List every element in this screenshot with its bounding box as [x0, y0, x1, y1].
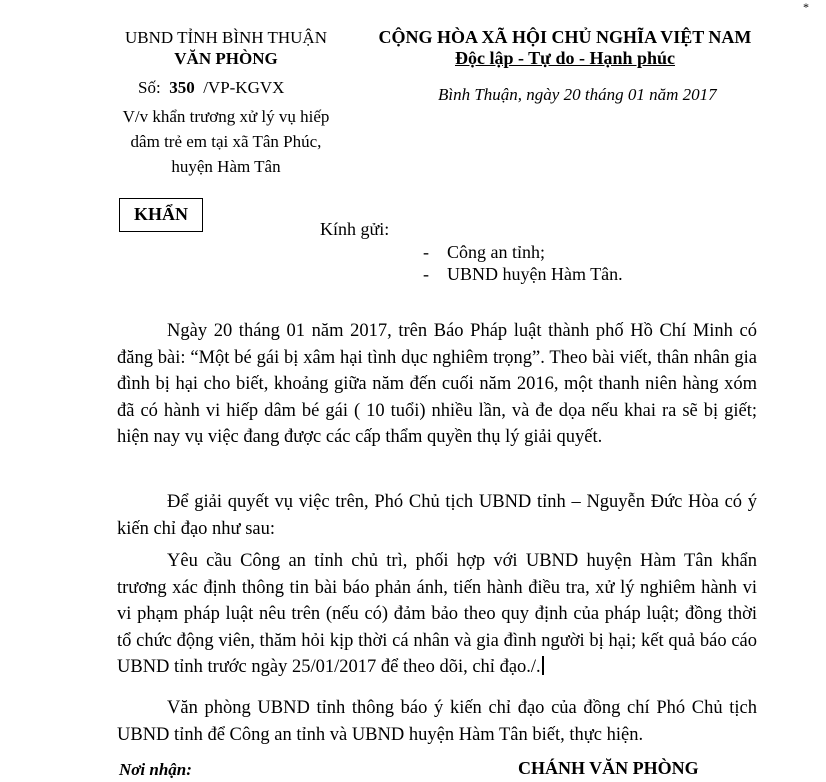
recipient-item: - UBND huyện Hàm Tân.: [423, 264, 623, 284]
nation-title: CỘNG HÒA XÃ HỘI CHỦ NGHĨA VIỆT NAM: [378, 27, 752, 47]
corner-mark: *: [803, 0, 809, 14]
subject-line-2: dâm trẻ em tại xã Tân Phúc,: [130, 132, 322, 151]
document-number: [138, 78, 284, 98]
subject-line-3: huyện Hàm Tân: [171, 157, 281, 176]
number-value: 350: [169, 78, 195, 97]
subject-line-1: V/v khẩn trương xử lý vụ hiếp: [122, 107, 330, 126]
bullet: -: [423, 242, 429, 262]
recipients-footer-label: Nơi nhận:: [119, 760, 192, 779]
paragraph-2: Để giải quyết vụ việc trên, Phó Chủ tịch UBND tỉnh – Nguyễn Đức Hòa có ý kiến chỉ đạo như sau:: [117, 492, 757, 539]
number-suffix: /VP-KGVX: [203, 78, 285, 97]
text-cursor: [542, 656, 544, 675]
bullet: -: [423, 264, 429, 284]
motto: Độc lập - Tự do - Hạnh phúc: [454, 48, 676, 68]
agency-parent: UBND TỈNH BÌNH THUẬN: [125, 28, 327, 47]
paragraph-1: Ngày 20 tháng 01 năm 2017, trên Báo Pháp luật thành phố Hồ Chí Minh có đăng bài: “Một bé gái bị xâm hại tình dục nghiêm trọng”. Theo bài viết, thân nhân gia đình bị hại cho biết, khoảng giữa năm đến cuối năm 2016, một thanh niên hàng xóm đã có hành vi hiếp dâm bé gái ( 10 tuổi) nhiều lần, và đe dọa nếu khai ra sẽ bị giết; hiện nay vụ việc đang được các cấp thẩm quyền thụ lý giải quyết.: [117, 321, 757, 447]
signer-title: CHÁNH VĂN PHÒNG: [518, 758, 699, 778]
place-date: Bình Thuận, ngày 20 tháng 01 năm 2017: [438, 85, 717, 104]
recipients-label: Kính gửi:: [320, 219, 390, 239]
recipient-item: - Công an tỉnh;: [423, 242, 545, 262]
urgency-stamp: KHẨN: [119, 198, 203, 232]
number-prefix: Số:: [138, 78, 161, 97]
paragraph-4: Văn phòng UBND tỉnh thông báo ý kiến chỉ đạo của đồng chí Phó Chủ tịch UBND tỉnh để Công an tỉnh và UBND huyện Hàm Tân biết, thực hiện.: [117, 698, 757, 745]
paragraph-3: Yêu cầu Công an tỉnh chủ trì, phối hợp với UBND huyện Hàm Tân khẩn trương xác định thông tin bài báo phản ánh, tiến hành điều tra, xử lý nghiêm hành vi vi phạm pháp luật nêu trên (nếu có) đảm bảo theo quy định của pháp luật; đồng thời tổ chức động viên, thăm hỏi kịp thời cá nhân và gia đình người bị hại; kết quả báo cáo UBND tỉnh trước ngày 25/01/2017 để theo dõi, chỉ đạo./.: [117, 551, 757, 677]
agency-name: VĂN PHÒNG: [174, 49, 278, 68]
